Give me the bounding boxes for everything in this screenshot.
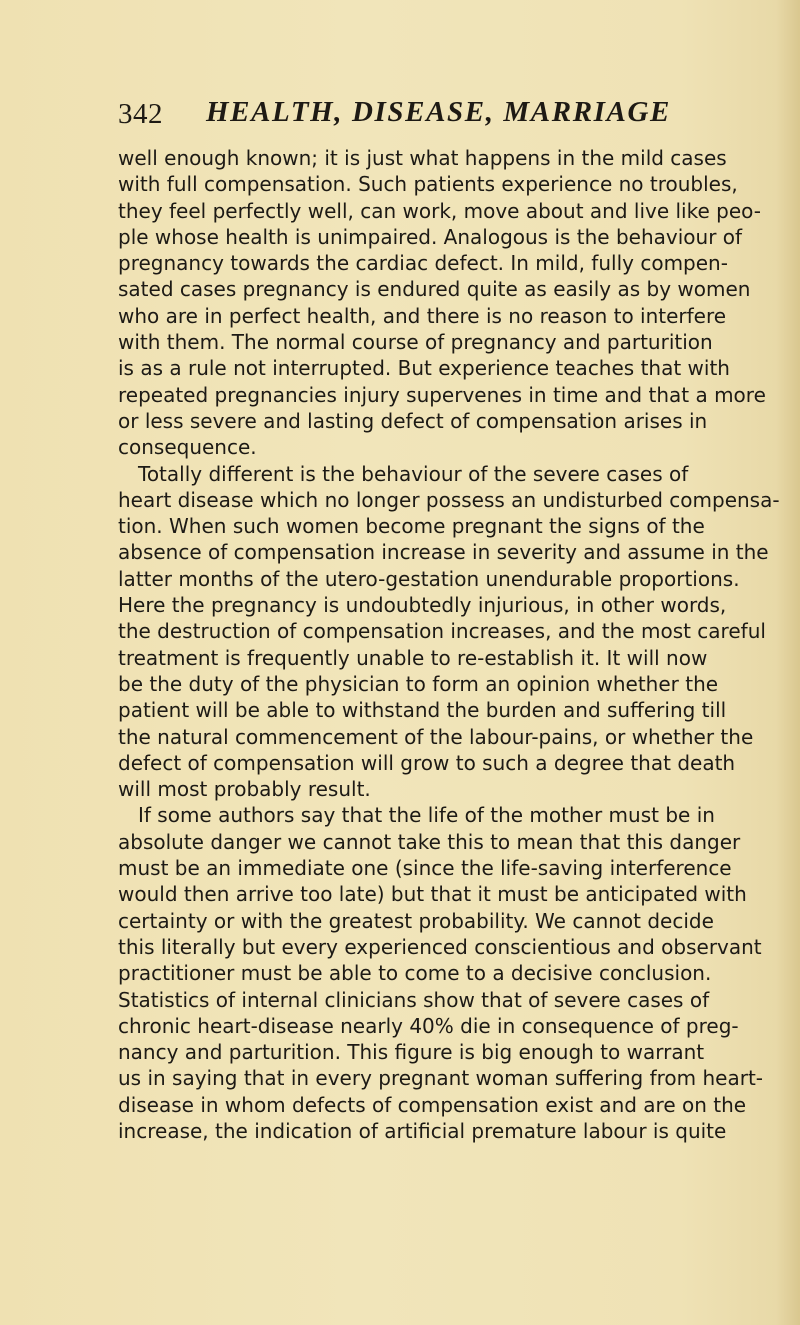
text-line: be the duty of the physician to form an opinion whether the	[118, 671, 719, 696]
text-line: sated cases pregnancy is endured quite as easily as by women	[118, 277, 751, 302]
text-line: absolute danger we cannot take this to mean that this danger	[118, 829, 741, 854]
text-line: treatment is frequently unable to re-establish it. It will now	[118, 645, 708, 670]
text-line: is as a rule not interrupted. But experience teaches that with	[118, 356, 730, 381]
paragraph-1	[118, 145, 766, 461]
running-head	[118, 96, 678, 136]
text-line: disease in whom defects of compensation exist and are on the	[118, 1092, 747, 1117]
text-line: us in saying that in every pregnant woman suffering from heart-	[118, 1066, 764, 1091]
text-line: absence of compensation increase in severity and assume in the	[118, 540, 769, 565]
text-line: repeated pregnancies injury supervenes in time and that a more	[118, 382, 766, 407]
text-line: nancy and parturition. This figure is big enough to warrant	[118, 1040, 705, 1065]
text-line: with them. The normal course of pregnancy and parturition	[118, 330, 713, 355]
text-line: well enough known; it is just what happens in the mild cases	[118, 146, 727, 170]
text-line: If some authors say that the life of the mother must be in	[138, 803, 715, 828]
text-line: they feel perfectly well, can work, move about and live like peo-	[118, 198, 761, 223]
text-line: Here the pregnancy is undoubtedly injurious, in other words,	[118, 593, 727, 618]
text-line: the natural commencement of the labour-pains, or whether the	[118, 724, 754, 749]
body-text	[118, 145, 780, 1144]
text-line: consequence.	[118, 435, 257, 460]
text-line: chronic heart-disease nearly 40% die in consequence of preg-	[118, 1013, 739, 1038]
text-line: heart disease which no longer possess an undisturbed compensa-	[118, 487, 780, 512]
text-line: practitioner must be able to come to a decisive conclusion.	[118, 961, 712, 986]
text-line: the destruction of compensation increases, and the most careful	[118, 619, 766, 644]
paragraph-3	[118, 802, 764, 1144]
text-line: this literally but every experienced conscientious and observant	[118, 934, 762, 959]
text-line: will most probably result.	[118, 777, 371, 802]
text-line: who are in perfect health, and there is no reason to interfere	[118, 303, 727, 328]
text-line: patient will be able to withstand the burden and suffering till	[118, 698, 727, 723]
text-line: must be an immediate one (since the life-saving interference	[118, 856, 732, 881]
text-line: pregnancy towards the cardiac defect. In mild, fully compen-	[118, 251, 728, 276]
text-line: tion. When such women become pregnant the signs of the	[118, 514, 705, 539]
text-line: ple whose health is unimpaired. Analogous is the behaviour of	[118, 224, 743, 249]
text-line: certainty or with the greatest probability. We cannot decide	[118, 908, 714, 933]
text-line: or less severe and lasting defect of compensation arises in	[118, 408, 708, 433]
text-line: Statistics of internal clinicians show that of severe cases of	[118, 987, 710, 1012]
running-title: HEALTH, DISEASE, MARRIAGE	[206, 96, 671, 128]
paragraph-2	[118, 461, 780, 803]
text-line: Totally different is the behaviour of the severe cases of	[138, 461, 689, 486]
page-number: 342	[118, 98, 163, 130]
text-line: with full compensation. Such patients experience no troubles,	[118, 172, 738, 197]
text-line: defect of compensation will grow to such a degree that death	[118, 750, 736, 775]
text-line: would then arrive too late) but that it must be anticipated with	[118, 882, 747, 907]
text-line: latter months of the utero-gestation unendurable proportions.	[118, 566, 740, 591]
text-line: increase, the indication of artificial premature labour is quite	[118, 1118, 727, 1143]
